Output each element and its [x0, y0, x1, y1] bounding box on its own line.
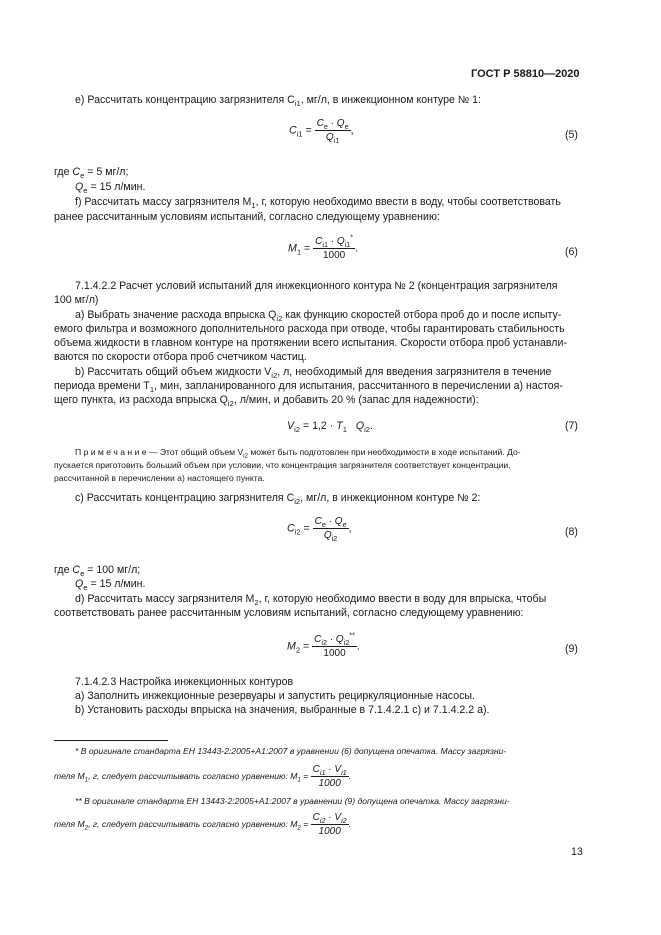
equation-9: $M_2$ = $\frac{C_{i2} \cdot Q_{i2}^{**}}{1000}$ .	[287, 630, 360, 659]
item-a-line4: ваются по скорости отбора проб счетчиком частиц.	[54, 351, 307, 363]
item-e-text: e) Рассчитать концентрацию загрязнителя $C_{i1}$, мг/л, в инжекционном контуре № 1:	[75, 94, 481, 109]
where-ce-1: где $C_e = 5$ мг/л;	[54, 166, 129, 181]
equation-8-number: (8)	[565, 526, 578, 538]
where-qe-1: $Q_e = 15$ л/мин.	[75, 181, 146, 196]
section-7-1-4-2-3-item-b: b) Установить расходы впрыска на значения, выбранные в 7.1.4.2.1 c) и 7.1.4.2.2 a).	[75, 704, 490, 716]
footnote-2-line1: ** В оригинале стандарта ЕН 13443-2:2005+А1:2007 в уравнении (9) допущена опечатка. Массу загрязни-	[75, 796, 510, 806]
item-d-line1: d) Рассчитать массу загрязнителя $M_2$, г, которую необходимо ввести в воду для впрыска, чтобы	[75, 593, 547, 608]
footnote-rule	[54, 740, 168, 741]
equation-7-number: (7)	[565, 420, 578, 432]
item-b-line3: щего пункта, из расхода впрыска $Q_{i2}$, л/мин, и добавить 20 % (запас для надежности):	[54, 394, 479, 409]
equation-5-number: (5)	[565, 129, 578, 141]
note-line2: пускается приготовить больший объем при условии, что концентрация загрязнителя соответствует концентрации,	[54, 460, 511, 470]
section-7-1-4-2-3-title: 7.1.4.2.3 Настройка инжекционных контуров	[75, 676, 294, 688]
section-7-1-4-2-3-item-a: a) Заполнить инжекционные резервуары и запустить рециркуляционные насосы.	[75, 690, 475, 702]
item-b-line1: b) Рассчитать общий объем жидкости $V_{i2}$, л, необходимый для введения загрязнителя в течение	[75, 366, 552, 381]
section-7-1-4-2-2-line2: 100 мг/л)	[54, 294, 99, 306]
item-a-line2: емого фильтра и возможного дополнительного расхода при отводе, чтобы гарантировать стабильность	[54, 323, 565, 335]
equation-6-number: (6)	[565, 246, 578, 258]
footnote-2-line2: теля $M_2$, г, следует рассчитывать согласно уравнению: $M_2$ = $\frac{C_{i2} \cdot V_{i2}}{1000}$ .	[54, 812, 352, 837]
item-b-line2: периода времени $T_1$, мин, запланированного для испытания, рассчитанного в перечислении a) настоя-	[54, 380, 563, 395]
equation-8: $C_{i2}$ = $\frac{C_e \cdot Q_e}{Q_{i2}}$ ,	[287, 516, 352, 543]
equation-6: $M_1$ = $\frac{C_{i1} \cdot Q_{i1}^*}{1000}$ .	[288, 232, 359, 261]
section-7-1-4-2-2-line1: 7.1.4.2.2 Расчет условий испытаний для инжекционного контура № 2 (концентрация загрязнителя	[75, 280, 558, 292]
equation-5: $C_{i1}$ = $\frac{C_e \cdot Q_e}{Q_{i1}}$ ,	[289, 118, 354, 145]
item-f-line2: ранее рассчитанным условиям испытаний, согласно следующему уравнению:	[54, 211, 440, 223]
where-ce-2: где $C_e = 100$ мг/л;	[54, 564, 141, 579]
equation-9-number: (9)	[565, 643, 578, 655]
item-a-line3: объема жидкости в главном контуре на протяжении всего испытания. Скорости отбора проб устанавли-	[54, 337, 567, 349]
standard-header: ГОСТ Р 58810—2020	[471, 68, 580, 80]
item-f-line1: f) Рассчитать массу загрязнителя $M_1$, г, которую необходимо ввести в воду, чтобы соответствовать	[75, 196, 561, 211]
item-d-line2: соответствовать ранее рассчитанным условиям испытаний, согласно следующему уравнению:	[54, 607, 524, 619]
item-c-text: c) Рассчитать концентрацию загрязнителя $C_{i2}$, мг/л, в инжекционном контуре № 2:	[75, 492, 481, 507]
equation-7: $V_{i2} = 1,2 \cdot T_1$ $Q_{i2}$.	[287, 420, 373, 435]
footnote-1-line1: * В оригинале стандарта ЕН 13443-2:2005+А1:2007 в уравнении (6) допущена опечатка. Массу загрязни-	[75, 746, 507, 756]
note-line3: рассчитанной в перечислении a) настоящего пункта.	[54, 473, 265, 483]
footnote-1-line2: теля $M_1$, г, следует рассчитывать согласно уравнению: $M_1$ = $\frac{C_{i1} \cdot V_{i1}}{1000}$ .	[54, 764, 352, 789]
item-a-line1: a) Выбрать значение расхода впрыска $Q_{i2}$ как функцию скоростей отбора проб до и после испыту-	[75, 309, 562, 324]
page-number: 13	[571, 846, 583, 858]
where-qe-2: $Q_e = 15$ л/мин.	[75, 578, 146, 593]
note-line1: П р и м е ч а н и е — Этот общий объем $V_{i2}$ может быть подготовлен при необходимости в ходе испытаний. До-	[75, 447, 521, 460]
